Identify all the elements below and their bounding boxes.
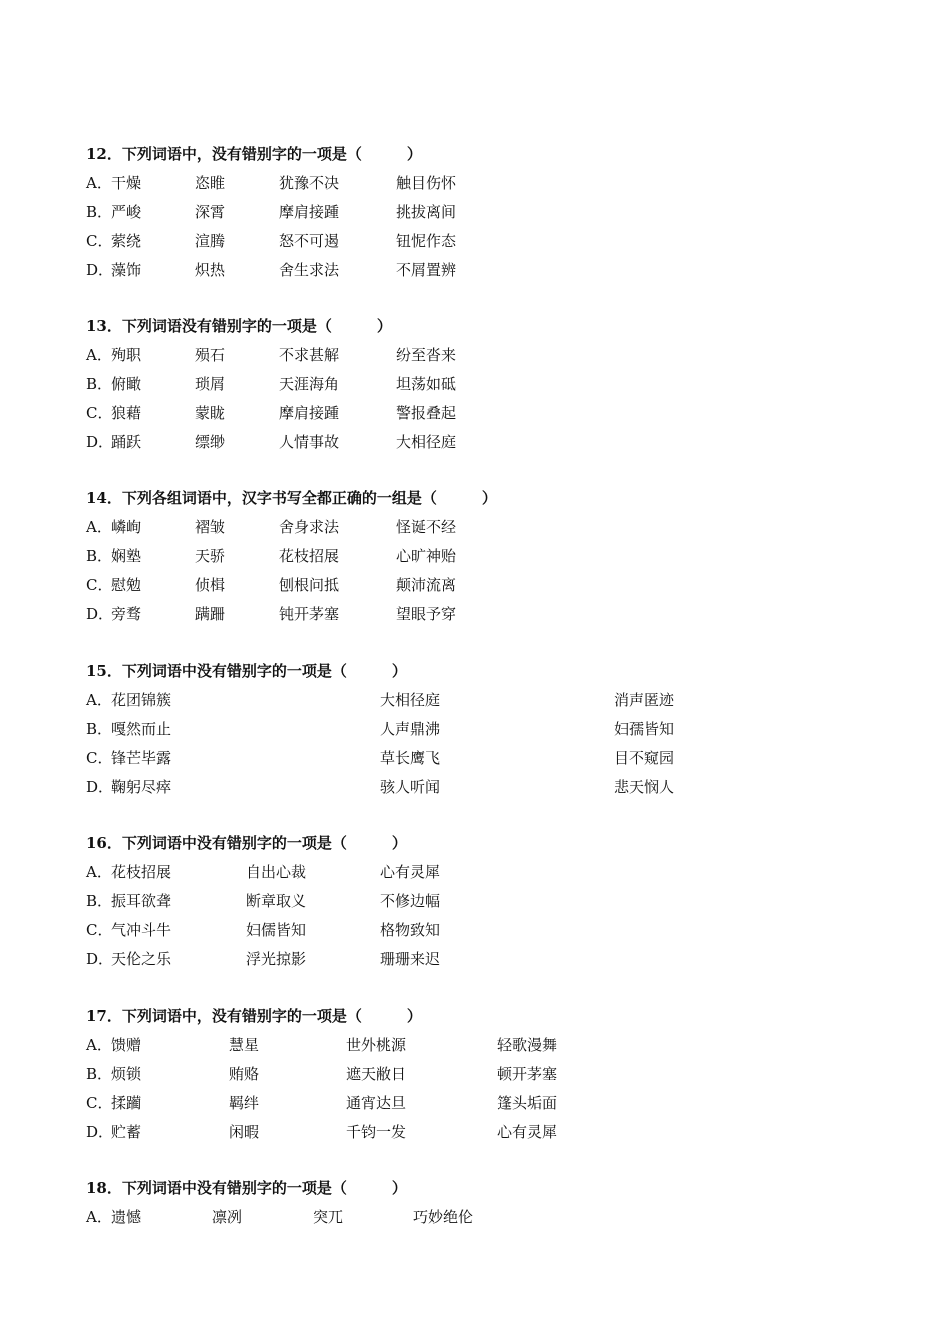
- option-word: 花枝招展: [111, 863, 172, 881]
- option-word: 嘎然而止: [111, 720, 172, 738]
- option-word: 怒不可遏: [279, 232, 340, 250]
- option-a: [86, 341, 457, 370]
- option-word: 摩肩接踵: [279, 404, 340, 422]
- question-title: 13．下列词语没有错别字的一项是（ ）: [86, 317, 392, 335]
- option-word: 萦绕: [111, 232, 142, 250]
- option-word: 凛冽: [212, 1208, 243, 1226]
- option-c: [86, 916, 441, 945]
- question-12: [86, 140, 457, 285]
- option-word: 殒石: [195, 346, 226, 364]
- option-b: [86, 198, 457, 227]
- option-d: [86, 600, 497, 629]
- option-word: 俯瞰: [111, 375, 142, 393]
- option-word: 浮光掠影: [246, 950, 307, 968]
- option-word: 篷头垢面: [497, 1094, 558, 1112]
- option-word: 天涯海角: [279, 375, 340, 393]
- option-b: [86, 542, 497, 571]
- option-b: [86, 715, 675, 744]
- option-word: 花枝招展: [279, 547, 340, 565]
- option-word: 不求甚解: [279, 346, 340, 364]
- option-label: C．: [86, 921, 113, 939]
- option-label: D．: [86, 950, 114, 968]
- option-word: 藻饰: [111, 261, 142, 279]
- option-label: B．: [86, 203, 113, 221]
- option-word: 闲暇: [229, 1123, 260, 1141]
- option-word: 鞠躬尽瘁: [111, 778, 172, 796]
- option-a: [86, 169, 457, 198]
- option-a: [86, 1031, 558, 1060]
- option-word: 遗憾: [111, 1208, 142, 1226]
- option-word: 妇儒皆知: [246, 921, 307, 939]
- option-word: 蒙眬: [195, 404, 226, 422]
- option-word: 旁骛: [111, 605, 142, 623]
- option-word: 慧星: [229, 1036, 260, 1054]
- option-word: 干燥: [111, 174, 142, 192]
- option-word: 消声匿迹: [614, 691, 675, 709]
- option-label: D．: [86, 433, 114, 451]
- option-word: 嶙峋: [111, 518, 142, 536]
- option-b: [86, 887, 441, 916]
- option-c: [86, 571, 497, 600]
- option-d: [86, 428, 457, 457]
- option-label: B．: [86, 375, 113, 393]
- option-word: 舍身求法: [279, 518, 340, 536]
- option-word: 慰勉: [111, 576, 142, 594]
- option-label: C．: [86, 1094, 113, 1112]
- option-label: A．: [86, 346, 112, 364]
- option-word: 妇孺皆知: [614, 720, 675, 738]
- option-word: 大相径庭: [396, 433, 457, 451]
- option-d: [86, 773, 675, 802]
- option-word: 世外桃源: [346, 1036, 407, 1054]
- option-word: 天伦之乐: [111, 950, 172, 968]
- option-word: 振耳欲聋: [111, 892, 172, 910]
- option-word: 心有灵犀: [380, 863, 441, 881]
- option-word: 坦荡如砥: [396, 375, 457, 393]
- option-word: 羁绊: [229, 1094, 260, 1112]
- option-word: 刨根问抵: [279, 576, 340, 594]
- option-word: 琐屑: [195, 375, 226, 393]
- option-word: 不修边幅: [380, 892, 441, 910]
- option-a: [86, 1203, 474, 1232]
- option-word: 人声鼎沸: [380, 720, 441, 738]
- option-word: 自出心裁: [246, 863, 307, 881]
- option-word: 殉职: [111, 346, 142, 364]
- option-word: 心有灵犀: [497, 1123, 558, 1141]
- option-word: 千钧一发: [346, 1123, 407, 1141]
- option-label: B．: [86, 1065, 113, 1083]
- option-word: 娴塾: [111, 547, 142, 565]
- option-word: 严峻: [111, 203, 142, 221]
- option-word: 侦楫: [195, 576, 226, 594]
- option-word: 贮蓄: [111, 1123, 142, 1141]
- option-word: 深霄: [195, 203, 226, 221]
- option-word: 花团锦簇: [111, 691, 172, 709]
- option-label: D．: [86, 778, 114, 796]
- option-label: C．: [86, 749, 113, 767]
- option-word: 钮怩作态: [396, 232, 457, 250]
- option-word: 挑拔离间: [396, 203, 457, 221]
- question-title: 14．下列各组词语中，汉字书写全都正确的一组是（ ）: [86, 489, 497, 507]
- option-word: 望眼予穿: [396, 605, 457, 623]
- option-word: 怪诞不经: [396, 518, 457, 536]
- question-14: [86, 484, 497, 629]
- option-label: B．: [86, 892, 113, 910]
- option-word: 大相径庭: [380, 691, 441, 709]
- option-word: 不屑置辨: [396, 261, 457, 279]
- option-word: 巧妙绝伦: [413, 1208, 474, 1226]
- option-word: 炽热: [195, 261, 226, 279]
- option-word: 格物致知: [380, 921, 441, 939]
- option-word: 颠沛流离: [396, 576, 457, 594]
- option-label: B．: [86, 547, 113, 565]
- option-label: C．: [86, 232, 113, 250]
- option-word: 烦锁: [111, 1065, 142, 1083]
- option-word: 心旷神贻: [396, 547, 457, 565]
- option-word: 通宵达旦: [346, 1094, 407, 1112]
- option-word: 气冲斗牛: [111, 921, 172, 939]
- option-d: [86, 256, 457, 285]
- question-title: 15．下列词语中没有错别字的一项是（ ）: [86, 662, 407, 680]
- option-word: 缥缈: [195, 433, 226, 451]
- question-18: [86, 1174, 474, 1232]
- option-word: 突兀: [313, 1208, 344, 1226]
- option-c: [86, 744, 675, 773]
- option-label: D．: [86, 605, 114, 623]
- question-title: 17．下列词语中，没有错别字的一项是（ ）: [86, 1007, 422, 1025]
- option-d: [86, 945, 441, 974]
- question-17: [86, 1002, 558, 1147]
- option-word: 摩肩接踵: [279, 203, 340, 221]
- option-word: 遮天敝日: [346, 1065, 407, 1083]
- option-label: C．: [86, 576, 113, 594]
- option-word: 断章取义: [246, 892, 307, 910]
- option-word: 纷至沓来: [396, 346, 457, 364]
- option-word: 轻歌漫舞: [497, 1036, 558, 1054]
- option-word: 犹豫不决: [279, 174, 340, 192]
- option-label: A．: [86, 518, 112, 536]
- option-word: 触目伤怀: [396, 174, 457, 192]
- option-label: C．: [86, 404, 113, 422]
- option-b: [86, 370, 457, 399]
- option-word: 钝开茅塞: [279, 605, 340, 623]
- option-label: D．: [86, 261, 114, 279]
- option-word: 舍生求法: [279, 261, 340, 279]
- option-word: 锋芒毕露: [111, 749, 172, 767]
- option-label: A．: [86, 691, 112, 709]
- option-label: D．: [86, 1123, 114, 1141]
- option-word: 顿开茅塞: [497, 1065, 558, 1083]
- option-word: 渲腾: [195, 232, 226, 250]
- option-word: 骇人听闻: [380, 778, 441, 796]
- question-title: 16．下列词语中没有错别字的一项是（ ）: [86, 834, 407, 852]
- question-title: 18．下列词语中没有错别字的一项是（ ）: [86, 1179, 407, 1197]
- option-word: 揉躏: [111, 1094, 142, 1112]
- option-word: 悲天悯人: [614, 778, 675, 796]
- option-word: 人情事故: [279, 433, 340, 451]
- option-label: B．: [86, 720, 113, 738]
- option-word: 目不窥园: [614, 749, 675, 767]
- option-c: [86, 399, 457, 428]
- option-word: 踊跃: [111, 433, 142, 451]
- option-a: [86, 513, 497, 542]
- option-c: [86, 1089, 558, 1118]
- option-label: A．: [86, 1036, 112, 1054]
- option-b: [86, 1060, 558, 1089]
- option-word: 警报叠起: [396, 404, 457, 422]
- option-label: A．: [86, 1208, 112, 1226]
- option-c: [86, 227, 457, 256]
- option-label: A．: [86, 174, 112, 192]
- option-a: [86, 858, 441, 887]
- option-label: A．: [86, 863, 112, 881]
- question-13: [86, 312, 457, 457]
- question-15: [86, 657, 675, 802]
- question-16: [86, 829, 441, 974]
- option-word: 草长鹰飞: [380, 749, 441, 767]
- option-a: [86, 686, 675, 715]
- option-d: [86, 1118, 558, 1147]
- option-word: 天骄: [195, 547, 226, 565]
- option-word: 狼藉: [111, 404, 142, 422]
- option-word: 蹒跚: [195, 605, 226, 623]
- option-word: 褶皱: [195, 518, 226, 536]
- question-title: 12．下列词语中，没有错别字的一项是（ ）: [86, 145, 422, 163]
- option-word: 馈赠: [111, 1036, 142, 1054]
- option-word: 贿赂: [229, 1065, 260, 1083]
- option-word: 珊珊来迟: [380, 950, 441, 968]
- option-word: 恣睢: [195, 174, 226, 192]
